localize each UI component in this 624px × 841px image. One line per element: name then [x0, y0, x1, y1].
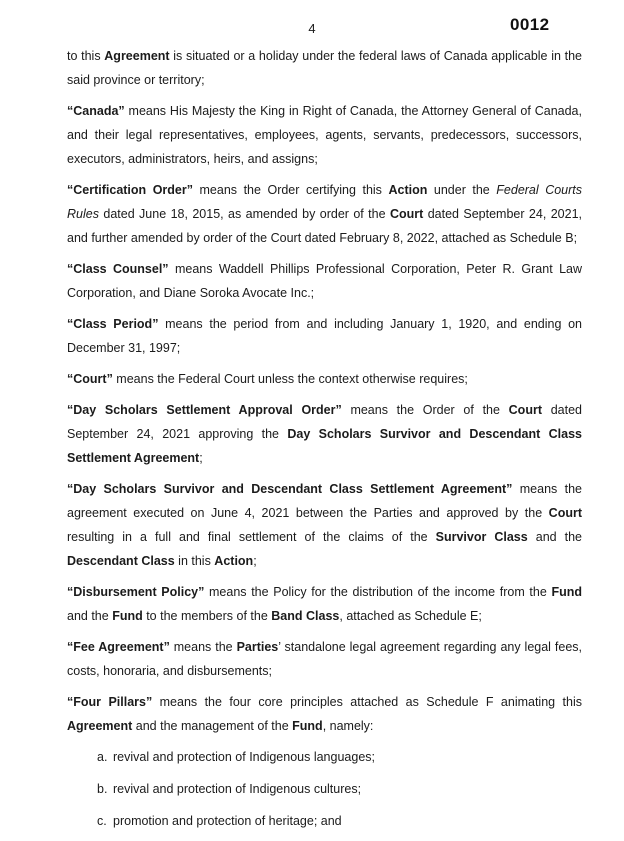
- definition-paragraph: “Fee Agreement” means the Parties’ standalone legal agreement regarding any legal fees, costs, honoraria, and disbursements;: [67, 640, 583, 678]
- definition-paragraph: “Four Pillars” means the four core principles attached as Schedule F animating this Agreement and the management of the Fund, namely:: [67, 695, 582, 733]
- definition-list-item: a. revival and protection of Indigenous languages;: [67, 745, 582, 769]
- definition-paragraph: “Canada” means His Majesty the King in Right of Canada, the Attorney General of Canada, and their legal representatives, employees, agents, servants, predecessors, successors, executors, administrators, heirs, and assigns;: [67, 104, 582, 166]
- list-marker: c.: [97, 814, 107, 828]
- definition-paragraph: “Class Counsel” means Waddell Phillips Professional Corporation, Peter R. Grant Law Corporation, and Diane Soroka Avocate Inc.;: [67, 262, 583, 300]
- definition-paragraph: to this Agreement is situated or a holiday under the federal laws of Canada applicable in the said province or territory;: [67, 49, 582, 87]
- list-marker: b.: [97, 782, 108, 796]
- page-number: 4: [308, 21, 316, 36]
- list-marker: a.: [97, 750, 108, 764]
- definition-paragraph: “Day Scholars Settlement Approval Order” means the Order of the Court dated September 24, 2021 approving the Day Scholars Survivor and Descendant Class Settlement Agreement;: [67, 403, 582, 465]
- page-header: [0, 0, 624, 40]
- definition-list-item: c. promotion and protection of heritage; and: [67, 809, 582, 833]
- bates-number: 0012: [510, 15, 550, 34]
- definition-paragraph: “Court” means the Federal Court unless the context otherwise requires;: [67, 372, 468, 386]
- document-body: [67, 44, 582, 841]
- definition-paragraph: “Certification Order” means the Order certifying this Action under the Federal Courts Rules dated June 18, 2015, as amended by order of the Court dated September 24, 2021, and further amended by order of the Court dated February 8, 2022, attached as Schedule B;: [67, 183, 583, 245]
- definition-paragraph: “Disbursement Policy” means the Policy for the distribution of the income from the Fund and the Fund to the members of the Band Class, attached as Schedule E;: [67, 585, 582, 623]
- definition-paragraph: “Day Scholars Survivor and Descendant Class Settlement Agreement” means the agreement executed on June 4, 2021 between the Parties and approved by the Court resulting in a full and final settlement of the claims of the Survivor Class and the Descendant Class in this Action;: [67, 482, 582, 568]
- definition-list-item: b. revival and protection of Indigenous cultures;: [67, 777, 582, 801]
- definition-paragraph: “Class Period” means the period from and including January 1, 1920, and ending on December 31, 1997;: [67, 317, 582, 355]
